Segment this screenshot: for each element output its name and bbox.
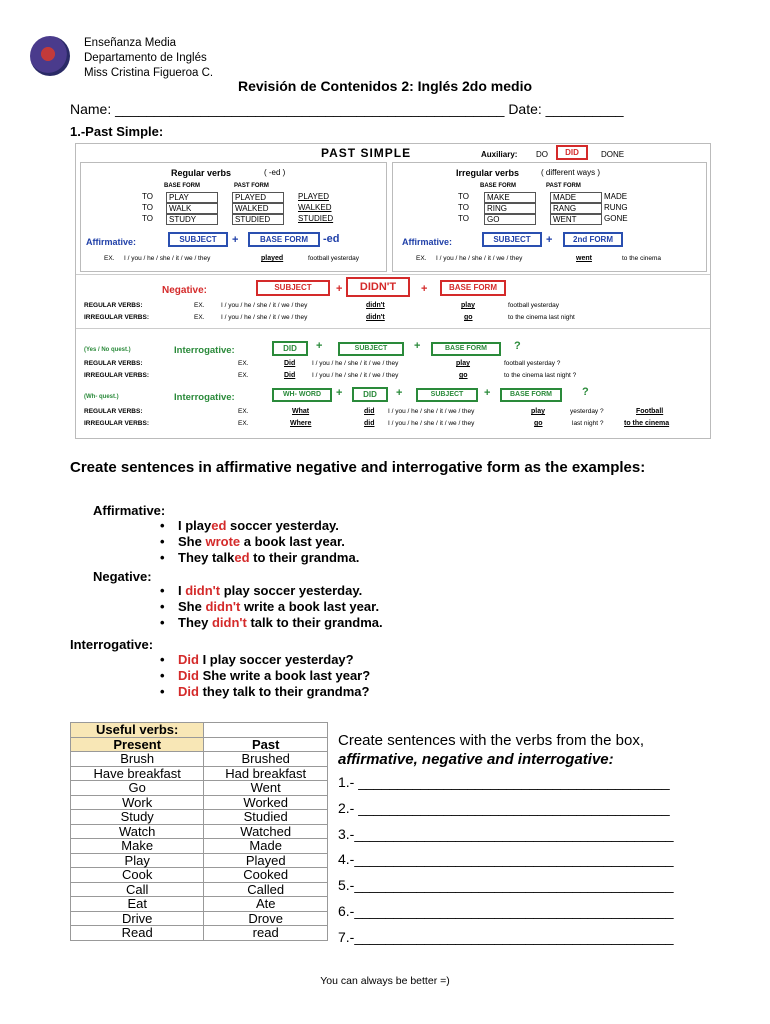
table-row [71,781,328,796]
neg-didnt-2: didn't [366,314,385,321]
base-form-box-neg: BASE FORM [440,280,506,296]
neg-ex-1: EX. [194,302,205,309]
school-line-2: Departamento de Inglés [84,52,207,64]
aux-done: DONE [601,150,625,159]
q1-ex-2: EX. [238,372,249,379]
table-row [71,766,328,781]
second-form-box: 2nd FORM [563,232,623,247]
wh-regular-label: REGULAR VERBS: [84,408,143,415]
neg-ex-2: EX. [194,314,205,321]
negative-example-1: • I didn't play soccer yesterday. [156,583,383,599]
pronouns-irr: I / you / he / she / it / we / they [436,255,523,262]
aux-did-box: DID [556,145,588,160]
document-title: Revisión de Contenidos 2: Inglés 2do medio [237,78,533,94]
plus-q-2: + [414,340,421,352]
interrogative-heading: Interrogative: [70,637,154,652]
task-line-1: Create sentences with the verbs from the box, [338,732,644,749]
subject-box-q1: SUBJECT [338,342,404,356]
school-logo [30,36,70,76]
wh-ex-2: EX. [238,420,249,427]
plus-q-1: + [316,340,323,352]
present-cell: Study [71,810,204,825]
negative-list [156,583,383,631]
plus-neg-1: + [336,283,343,295]
present-cell: Go [71,781,204,796]
aux-do: DO [536,150,548,159]
wh-yesterday: yesterday ? [570,408,604,415]
neg-regular-label: REGULAR VERBS: [84,302,143,309]
present-cell: Call [71,882,204,897]
to-the-cinema: to the cinema [622,255,662,262]
affirmative-heading: Affirmative: [93,503,166,518]
affirmative-label-reg: Affirmative: [86,237,137,247]
wh-play: play [531,408,546,415]
task-instructions [338,731,738,769]
school-line-1: Enseñanza Media [84,37,177,49]
past-cell: Ate [204,897,328,912]
table-row [71,926,328,941]
pronouns-reg: I / you / he / she / it / we / they [124,255,211,262]
reg-past-1: WALKED [232,203,284,214]
base-form-box: BASE FORM [248,232,320,247]
q1-football: football yesterday ? [504,360,561,367]
irr-to-2: TO [458,214,469,223]
ex-irr: EX. [416,255,427,262]
present-cell: Work [71,795,204,810]
interrogative-example-3: • Did they talk to their grandma? [156,684,370,700]
wh-ex-1: EX. [238,408,249,415]
school-line-3: Miss Cristina Figueroa C. [84,67,214,79]
table-row [71,824,328,839]
irr-to-1: TO [458,203,469,212]
present-cell: Have breakfast [71,766,204,781]
interrogative-label-2: Interrogative: [174,392,235,403]
irregular-sub: ( different ways ) [541,168,600,177]
wh-what: What [292,408,310,415]
wh-did-2: did [364,420,375,427]
wh-last-night: last night ? [572,420,604,427]
irr-past-head: PAST FORM [546,183,581,189]
footer-note: You can always be better =) [320,975,450,987]
q1-play: play [456,360,471,367]
table-header: Useful verbs: [71,723,204,738]
answer-line-4[interactable]: 4.-_________________________________________ [338,851,674,868]
irr-base-2: GO [484,214,536,225]
reg-base-0: PLAY [166,192,218,203]
plus-2: + [546,234,553,246]
q1-did-1: Did [284,360,296,367]
reg-past2-2: STUDIED [298,214,334,223]
past-cell: Had breakfast [204,766,328,781]
chart-title: PAST SIMPLE [321,146,412,160]
past-cell: Played [204,853,328,868]
plus-wh-3: + [484,387,491,399]
divider-1 [76,274,710,275]
irr-base-0: MAKE [484,192,536,203]
present-cell: Play [71,853,204,868]
interrogative-example-2: • Did She write a book last year? [156,668,370,684]
q1-pronouns-1: I / you / he / she / it / we / they [312,360,399,367]
interrogative-label-1: Interrogative: [174,345,235,356]
wh-where: Where [290,420,312,427]
useful-verbs-table [70,722,328,941]
col-past: Past [204,737,328,752]
affirmative-label-irr: Affirmative: [402,237,453,247]
present-cell: Brush [71,752,204,767]
did-box-1: DID [272,341,308,356]
irr-past-0: MADE [550,192,602,203]
table-row [71,795,328,810]
affirmative-example-1: • I played soccer yesterday. [156,518,359,534]
irr-past2-2: GONE [604,214,628,223]
negative-heading: Negative: [93,569,152,584]
past-cell: Worked [204,795,328,810]
q1-did-2: Did [284,372,296,379]
table-row [71,897,328,912]
plus-neg-2: + [421,283,428,295]
negative-example-2: • She didn't write a book last year. [156,599,383,615]
football-yesterday: football yesterday [308,255,359,262]
q1-pronouns-2: I / you / he / she / it / we / they [312,372,399,379]
regular-sub: ( -ed ) [264,168,286,177]
table-row [71,911,328,926]
reg-past-2: STUDIED [232,214,284,225]
reg-to-1: TO [142,203,153,212]
irr-past-2: WENT [550,214,602,225]
past-cell: Called [204,882,328,897]
answer-line-7[interactable]: 7.-_________________________________________ [338,928,674,945]
past-cell: Cooked [204,868,328,883]
q1-regular-label: REGULAR VERBS: [84,360,143,367]
neg-didnt-1: didn't [366,302,385,309]
neg-cinema: to the cinema last night [508,314,575,321]
irr-past2-0: MADE [604,192,628,201]
irr-past-1: RANG [550,203,602,214]
wh-word-box: WH- WORD [272,388,332,402]
irr-to-0: TO [458,192,469,201]
present-cell: Drive [71,911,204,926]
didnt-box: DIDN'T [346,277,410,297]
wh-football: Football [636,408,664,415]
answer-line-1[interactable]: 1.- ________________________________________ [338,774,670,790]
neg-pronouns-2: I / you / he / she / it / we / they [221,314,308,321]
did-box-2: DID [352,387,388,402]
col-present: Present [71,737,204,752]
answer-line-5[interactable]: 5.-_________________________________________ [338,877,674,894]
ex-reg: EX. [104,255,115,262]
interrogative-example-1: • Did I play soccer yesterday? [156,652,370,668]
wh-cinema: to the cinema [624,420,670,427]
subject-box-wh: SUBJECT [416,388,478,402]
subject-box-neg: SUBJECT [256,280,330,296]
table-header-blank [204,723,328,738]
present-cell: Read [71,926,204,941]
negative-example-3: • They didn't talk to their grandma. [156,615,383,631]
reg-base-2: STUDY [166,214,218,225]
reg-base-1: WALK [166,203,218,214]
wh-pronouns-2: I / you / he / she / it / we / they [388,420,475,427]
past-cell: Brushed [204,752,328,767]
subject-box-reg: SUBJECT [168,232,228,247]
table-row [71,839,328,854]
irr-base-1: RING [484,203,536,214]
present-cell: Cook [71,868,204,883]
reg-to-2: TO [142,214,153,223]
neg-football: football yesterday [508,302,559,309]
base-form-box-q1: BASE FORM [431,342,501,356]
reg-past2-0: PLAYED [298,192,329,201]
divider-2 [76,328,710,329]
reg-past-0: PLAYED [232,192,284,203]
reg-past-head: PAST FORM [234,183,269,189]
table-row [71,868,328,883]
irr-base-head: BASE FORM [480,183,516,189]
past-cell: read [204,926,328,941]
plus-wh-1: + [336,387,343,399]
neg-irregular-label: IRREGULAR VERBS: [84,314,150,321]
q1-cinema: to the cinema last night ? [504,372,577,379]
wh-go: go [534,420,543,427]
reg-base-head: BASE FORM [164,183,200,189]
subject-box-irr: SUBJECT [482,232,542,247]
school-info [84,36,213,81]
instructions: Create sentences in affirmative negative and interrogative form as the examples: [70,459,646,476]
table-row [71,810,328,825]
reg-to-0: TO [142,192,153,201]
table-row [71,752,328,767]
neg-play: play [461,302,476,309]
past-cell: Watched [204,824,328,839]
affirmative-list [156,518,359,566]
answer-line-2[interactable]: 2.- ________________________________________ [338,799,670,816]
wh-did-1: did [364,408,375,415]
affirmative-example-3: • They talked to their grandma. [156,550,359,566]
base-form-box-wh: BASE FORM [500,388,562,402]
past-cell: Studied [204,810,328,825]
wh-irregular-label: IRREGULAR VERBS: [84,420,150,427]
irr-past2-1: RUNG [604,203,628,212]
plus-1: + [232,234,239,246]
task-line-2: affirmative, negative and interrogative: [338,751,614,768]
qmark-1: ? [514,340,521,352]
plus-wh-2: + [396,387,403,399]
answer-line-3[interactable]: 3.-_________________________________________ [338,825,674,842]
irregular-title: Irregular verbs [456,168,520,178]
q1-go: go [459,372,468,379]
wh-pronouns-1: I / you / he / she / it / we / they [388,408,475,415]
present-cell: Eat [71,897,204,912]
regular-title: Regular verbs [171,168,232,178]
negative-label: Negative: [162,285,208,296]
qmark-2: ? [582,386,589,398]
past-simple-chart [75,143,711,439]
section-title: 1.-Past Simple: [70,124,164,139]
name-date-line: Name: __________________________________________________ Date: __________ [70,101,624,117]
yes-no-label: (Yes / No quest.) [84,347,131,353]
table-row [71,882,328,897]
answer-line-6[interactable]: 6.-_________________________________________ [338,903,674,919]
past-cell: Drove [204,911,328,926]
q1-ex-1: EX. [238,360,249,367]
table-row [71,853,328,868]
past-cell: Went [204,781,328,796]
present-cell: Watch [71,824,204,839]
auxiliary-label: Auxiliary: [481,150,518,159]
neg-go: go [464,314,473,321]
q1-irregular-label: IRREGULAR VERBS: [84,372,150,379]
reg-past2-1: WALKED [298,203,332,212]
went-ex: went [576,255,592,262]
affirmative-example-2: • She wrote a book last year. [156,534,359,550]
played-ex: played [261,255,284,262]
ed-suffix: -ed [323,233,340,245]
interrogative-list [156,652,370,700]
neg-pronouns-1: I / you / he / she / it / we / they [221,302,308,309]
present-cell: Make [71,839,204,854]
wh-quest-label: (Wh- quest.) [84,394,119,400]
past-cell: Made [204,839,328,854]
